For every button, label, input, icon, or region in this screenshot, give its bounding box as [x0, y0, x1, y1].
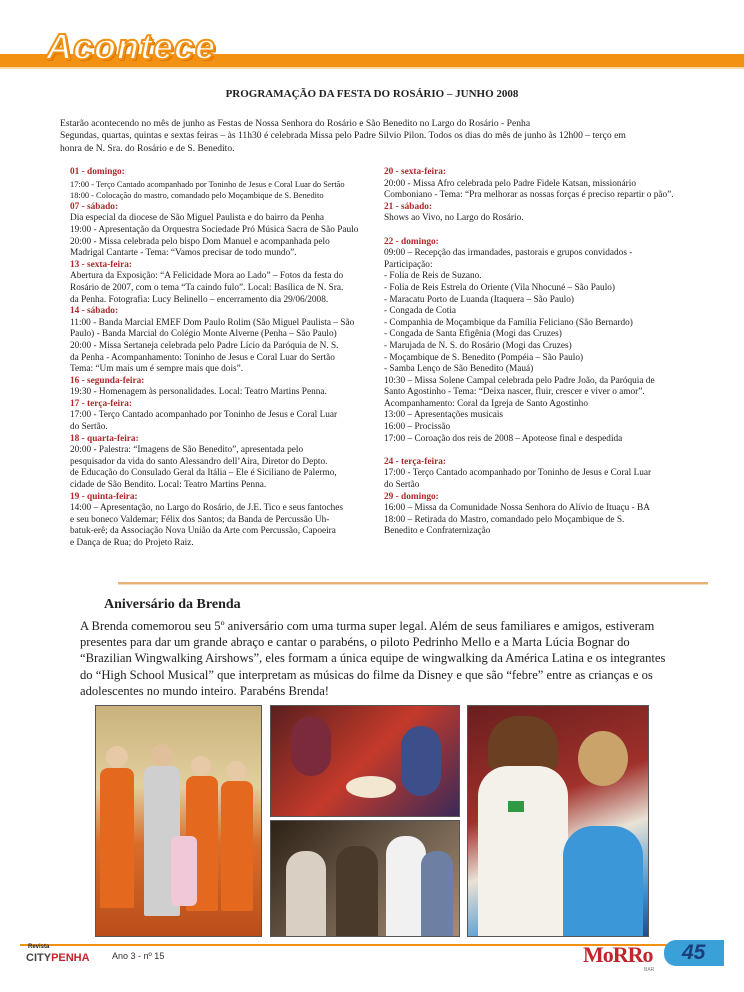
program-day-heading: 22 - domingo: [384, 236, 439, 247]
program-entry: Abertura da Exposição: “A Felicidade Mora ao Lado” – Fotos da festa do [70, 271, 344, 282]
article-line: A Brenda comemorou seu 5º aniversário com uma turma super legal. Além de seus familiares e amigos, estiveram [80, 619, 655, 633]
program-day-heading: 21 - sábado: [384, 201, 433, 212]
program-entry: 20:00 - Palestra: “Imagens de São Benedito”, apresentada pelo [70, 445, 304, 456]
program-day-heading: 14 - sábado: [70, 306, 119, 317]
photo-birthday-cake [270, 705, 460, 817]
footer-issue: Ano 3 - nº 15 [112, 951, 165, 961]
program-entry: do Sertão. [70, 422, 108, 433]
section-title: Acontece [46, 26, 217, 67]
program-entry: Rosário de 2007, com o tema “Ta caindo fulo”. Local: Basílica de N. Sra. [70, 282, 344, 293]
program-entry: Acompanhamento: Coral da Igreja de Santo Agostinho [384, 398, 588, 409]
program-entry: Tema: “Um mais um é sempre mais que dois”. [70, 364, 244, 375]
program-title: PROGRAMAÇÃO DA FESTA DO ROSÁRIO – JUNHO 2008 [225, 88, 519, 100]
program-entry: Dia especial da diocese de São Miguel Paulista e do bairro da Penha [70, 213, 325, 224]
article-line: “Brazilian Wingwalking Airshows”, eles formam a única equipe de wingwalking da América Latina e os integrantes [80, 651, 666, 666]
intro-line: honra de N. Sra. do Rosário e de S. Benedito. [60, 142, 235, 154]
program-entry: de Educação do Consulado Geral da Itália – Ele é Siciliano de Palermo, [70, 468, 337, 479]
intro-line: Estarão acontecendo no mês de junho as Festas de Nossa Senhora do Rosário e São Benedito no Largo do Rosário - Penha [60, 118, 531, 129]
program-entry: 18:00 – Retirada do Mastro, comandado pelo Moçambique de S. [384, 514, 625, 525]
program-entry: - Samba Lenço de São Benedito (Mauá) [384, 364, 534, 375]
program-entry: - Folia de Reis de Suzano. [384, 271, 482, 282]
program-entry: - Congada de Cotia [384, 306, 457, 317]
article-body [80, 618, 692, 699]
program-entry: da Penha - Acompanhamento: Toninho de Jesus e Coral Luar do Sertão [70, 352, 335, 363]
program-entry: 20:00 - Missa Sertaneja celebrada pelo Padre Lício da Paróquia de N. S. [70, 340, 339, 351]
program-day-heading: 24 - terça-feira: [384, 456, 446, 467]
article-line: adolescentes no mundo inteiro. Parabéns Brenda! [80, 683, 330, 698]
footer-brand-label: Revista [28, 944, 50, 950]
program-entry: 16:00 – Procissão [384, 422, 451, 433]
program-entry: 20:00 - Missa Afro celebrada pelo Padre Fidele Katsan, missionário [384, 178, 636, 189]
article-line: do “High School Musical” que interpretam as músicas do filme da Disney e que são “febre” entre as crianças e os [80, 667, 653, 682]
program-entry: Benedito e Confraternização [384, 526, 491, 537]
program-day-heading: 17 - terça-feira: [70, 398, 132, 409]
program-entry: 09:00 – Recepção das irmandades, pastorais e grupos convidados - [384, 248, 633, 259]
section-divider-shadow [118, 584, 708, 585]
article-line: presentes para dar um grande abraço e cantar o parabéns, o piloto Pedrinho Mello e a Marta Lúcia Bognar do [80, 635, 630, 650]
program-entry: - Marujada de N. S. do Rosário (Mogi das Cruzes) [384, 340, 572, 351]
program-entry: - Folia de Reis Estrela do Oriente (Vila Nhocuné – São Paulo) [384, 282, 616, 293]
program-day-heading: 13 - sexta-feira: [70, 259, 132, 270]
footer-brand-penha: PENHA [51, 952, 90, 964]
program-day-heading: 18 - quarta-feira: [70, 433, 139, 444]
program-entry: - Maracatu Porto de Luanda (Itaquera – São Paulo) [384, 294, 575, 305]
program-entry: e seu boneco Valdemar; Félix dos Santos; da Banda de Percussão Uh- [70, 514, 330, 525]
photo-group-with-pilots [95, 705, 262, 937]
program-entry: da Penha. Fotografia: Lucy Belinello – encerramento dia 29/06/2008. [70, 294, 329, 305]
program-column-left [70, 167, 364, 550]
footer-brand [26, 952, 90, 964]
program-entry: 19:00 - Apresentação da Orquestra Sociedade Pró Música Sacra de São Paulo [70, 224, 359, 235]
program-day-heading: 29 - domingo: [384, 491, 439, 502]
program-entry: Participação: [384, 259, 433, 270]
program-entry: 16:00 – Missa da Comunidade Nossa Senhora do Alívio de Ituaçu - BA [384, 503, 650, 514]
intro-line: Segundas, quartas, quintas e sextas feiras – às 11h30 é celebrada Missa pelo Padre Silvio Pilon. Todos os dias do mês de junho às 12h00 – terço em [60, 130, 626, 142]
program-spacer [384, 445, 674, 457]
photo-family [270, 820, 460, 937]
program-entry: - Congada de Santa Efigênia (Mogi das Cruzes) [384, 329, 562, 340]
program-entry: 14:00 – Apresentação, no Largo do Rosário, de J.E. Tico e seus fantoches [70, 503, 344, 514]
program-entry: e Dança de Rua; do Projeto Raiz. [70, 538, 194, 548]
advertiser-logo: MoRRo [583, 942, 653, 967]
program-entry: 19:30 - Homenagem às personalidades. Local: Teatro Martins Penna. [70, 387, 327, 398]
program-entry: 17:00 - Terço Cantado acompanhado por Toninho de Jesus e Coral Luar [70, 410, 338, 421]
program-entry: 17:00 - Terço Cantado acompanhado por Toninho de Jesus e Coral Luar do Sertão [70, 179, 345, 189]
program-day-heading: 16 - segunda-feira: [70, 375, 145, 386]
program-day-heading: 07 - sábado: [70, 201, 119, 212]
program-entry: Santo Agostinho - Tema: “Deixa nascer, fluir, crescer e viver o amor”. [384, 387, 645, 398]
program-day-heading: 20 - sexta-feira: [384, 167, 446, 177]
program-day-heading: 19 - quinta-feira: [70, 491, 138, 502]
program-entry: Madrigal Cantarte - Tema: “Vamos precisar de todo mundo”. [70, 248, 297, 259]
program-entry: 18:00 - Colocação do mastro, comandado pelo Moçambique de S. Benedito [70, 191, 324, 201]
program-spacer [384, 225, 674, 237]
program-column-right [384, 167, 674, 538]
program-entry: 13:00 – Apresentações musicais [384, 410, 504, 421]
program-entry: Paulo) - Banda Marcial do Colégio Monte Alverne (Penha – São Paulo) [70, 329, 337, 340]
program-entry: cidade de São Bendito. Local: Teatro Martins Penna. [70, 480, 267, 491]
program-entry: 11:00 - Banda Marcial EMEF Dom Paulo Rolim (São Miguel Paulista – São [70, 317, 355, 328]
program-entry: Comboniano - Tema: “Pra melhorar as nossas forças é preciso repartir o pão”. [384, 190, 674, 201]
program-entry: - Moçambique de S. Benedito (Pompéia – São Paulo) [384, 352, 584, 363]
program-entry: 17:00 - Terço Cantado acompanhado por Toninho de Jesus e Coral Luar [384, 468, 652, 479]
article-title: Aniversário da Brenda [104, 597, 241, 612]
footer-brand-city: CITY [26, 952, 52, 964]
photo-brenda-with-performer [467, 705, 649, 937]
program-day-heading: 01 - domingo: [70, 167, 125, 177]
program-entry: 20:00 - Missa celebrada pelo bispo Dom Manuel e acompanhada pelo [70, 236, 330, 247]
page-number: 45 [682, 941, 706, 964]
program-entry: batuk-erê; da Associação Nova União da Arte com Percussão, Capoeira [70, 526, 336, 537]
program-entry: - Companhia de Moçambique da Família Feliciano (São Bernardo) [384, 317, 633, 328]
program-entry: do Sertão [384, 480, 420, 491]
advertiser-logo-sub: BAR [644, 967, 655, 973]
program-entry: pesquisador da vida do santo Alessandro dell’Aira, Diretor do Depto. [70, 456, 328, 467]
program-entry: 10:30 – Missa Solene Campal celebrada pelo Padre João, da Paróquia de [384, 375, 655, 386]
program-entry: 17:00 – Coroação dos reis de 2008 – Apoteose final e despedida [384, 433, 623, 444]
program-intro [60, 118, 700, 155]
program-entry: Shows ao Vivo, no Largo do Rosário. [384, 213, 524, 224]
